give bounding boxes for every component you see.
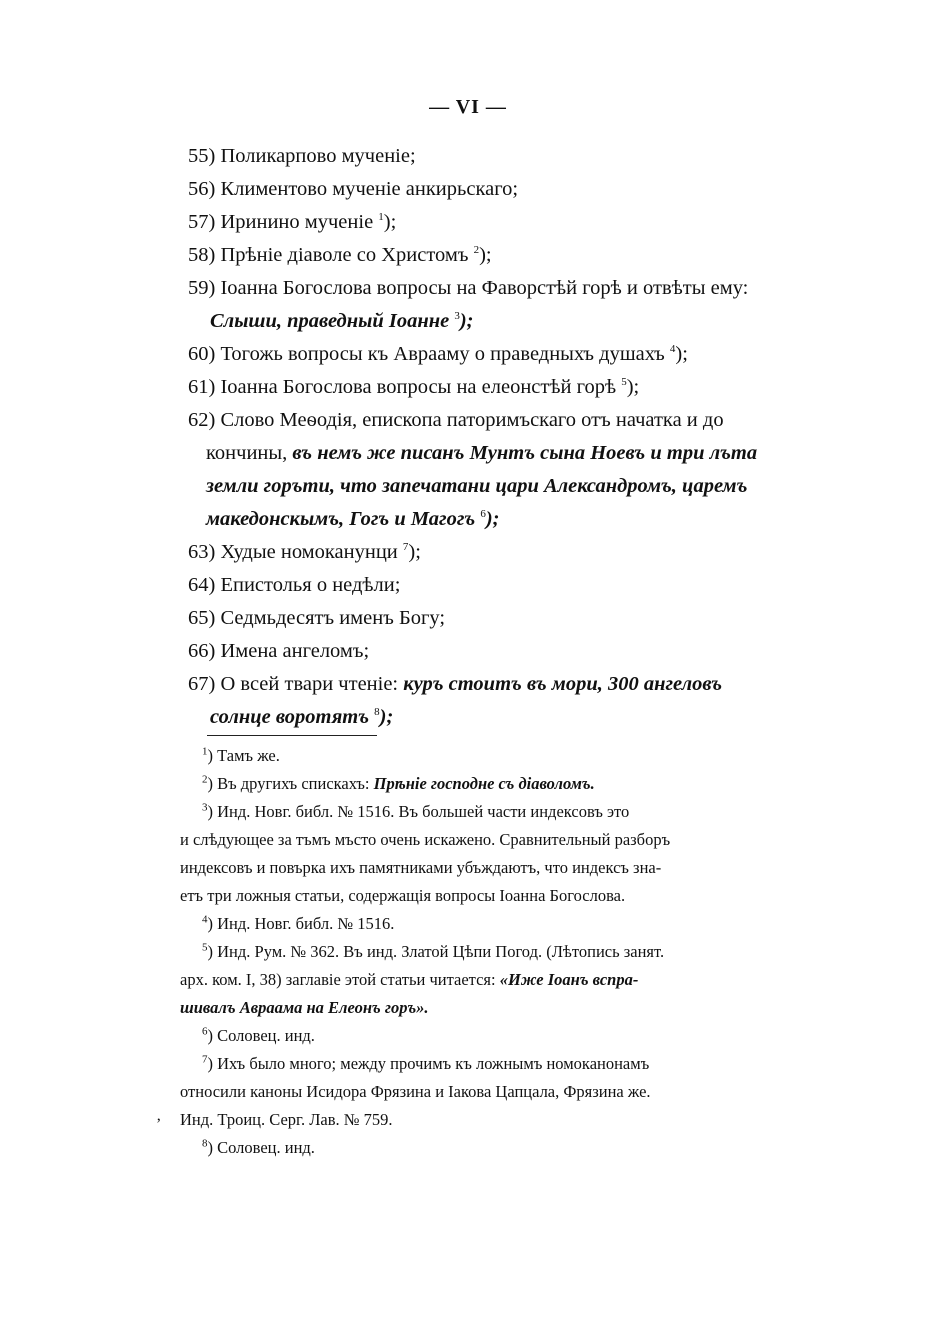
footnote-divider — [207, 735, 377, 736]
list-item: 58) Прѣніе діаволе со Христомъ $^2$); — [188, 244, 492, 266]
footnote: $^5$) Инд. Рум. № 362. Въ инд. Златой Цѣпи Погод. (Лѣтопись занят. арх. ком. I, 38) заглавіе этой статьи читается: «Иже Іоанъ вспра- шивалъ Авраама на Елеонъ горъ». — [180, 941, 665, 1017]
footnote: $^6$) Соловец. инд. — [202, 1025, 315, 1045]
list-item: 67) О всей твари чтеніе: куръ стоитъ въ мори, 300 ангеловъ солнце воротятъ $^8$); — [188, 673, 723, 728]
list-item: 65) Седмьдесятъ именъ Богу; — [188, 607, 446, 629]
list-item: 60) Тогожь вопросы къ Аврааму о праведныхъ душахъ $^4$); — [188, 343, 688, 365]
index-list — [188, 140, 788, 734]
page-number: — VI — — [429, 96, 507, 118]
list-item: 64) Епистолья о недѣли; — [188, 574, 401, 596]
margin-mark: ʼ — [156, 1116, 162, 1133]
list-item: 61) Іоанна Богослова вопросы на елеонстѣй горѣ $^5$); — [188, 376, 640, 398]
footnote: $^3$) Инд. Новг. библ. № 1516. Въ большей части индексовъ это и слѣдующее за тъмъ мъсто очень искажено. Сравнительный разборъ индексовъ и повърка ихъ памятниками убъждаютъ, что индексъ зна- етъ три ложныя статьи, содержащія вопросы Іоанна Богослова. — [180, 801, 671, 905]
list-item: 62) Слово Меѳодія, епископа паторимъскаго отъ начатка и до кончины, въ немъ же писанъ Мунтъ сына Ноевъ и три лъта земли горъти, что запечатани цари Александромъ, царемъ македонскымъ, Гогъ и Магогъ $^6$); — [188, 409, 758, 530]
footnote: $^2$) Въ другихъ спискахъ: Прѣніе господне съ діаволомъ. — [202, 773, 595, 793]
list-item: 59) Іоанна Богослова вопросы на Фаворстѣй горѣ и отвѣты ему: Слыши, праведный Іоанне $^3$); — [188, 277, 749, 332]
footnotes — [180, 742, 775, 1162]
footnote: $^1$) Тамъ же. — [202, 745, 280, 765]
footnote: $^7$) Ихъ было много; между прочимъ къ ложнымъ номоканонамъ относили каноны Исидора Фрязина и Іакова Цапцала, Фрязина же. Инд. Троиц. Серг. Лав. № 759. — [180, 1053, 651, 1129]
list-item: 63) Худые номоканунци $^7$); — [188, 541, 421, 563]
list-item: 55) Поликарпово мученіе; — [188, 145, 416, 167]
list-item: 66) Имена ангеломъ; — [188, 640, 370, 662]
footnote: $^4$) Инд. Новг. библ. № 1516. — [202, 913, 395, 933]
list-item: 57) Иринино мученіе $^1$); — [188, 211, 397, 233]
footnote: $^8$) Соловец. инд. — [202, 1137, 315, 1157]
list-item: 56) Климентово мученіе анкирьскаго; — [188, 178, 519, 200]
